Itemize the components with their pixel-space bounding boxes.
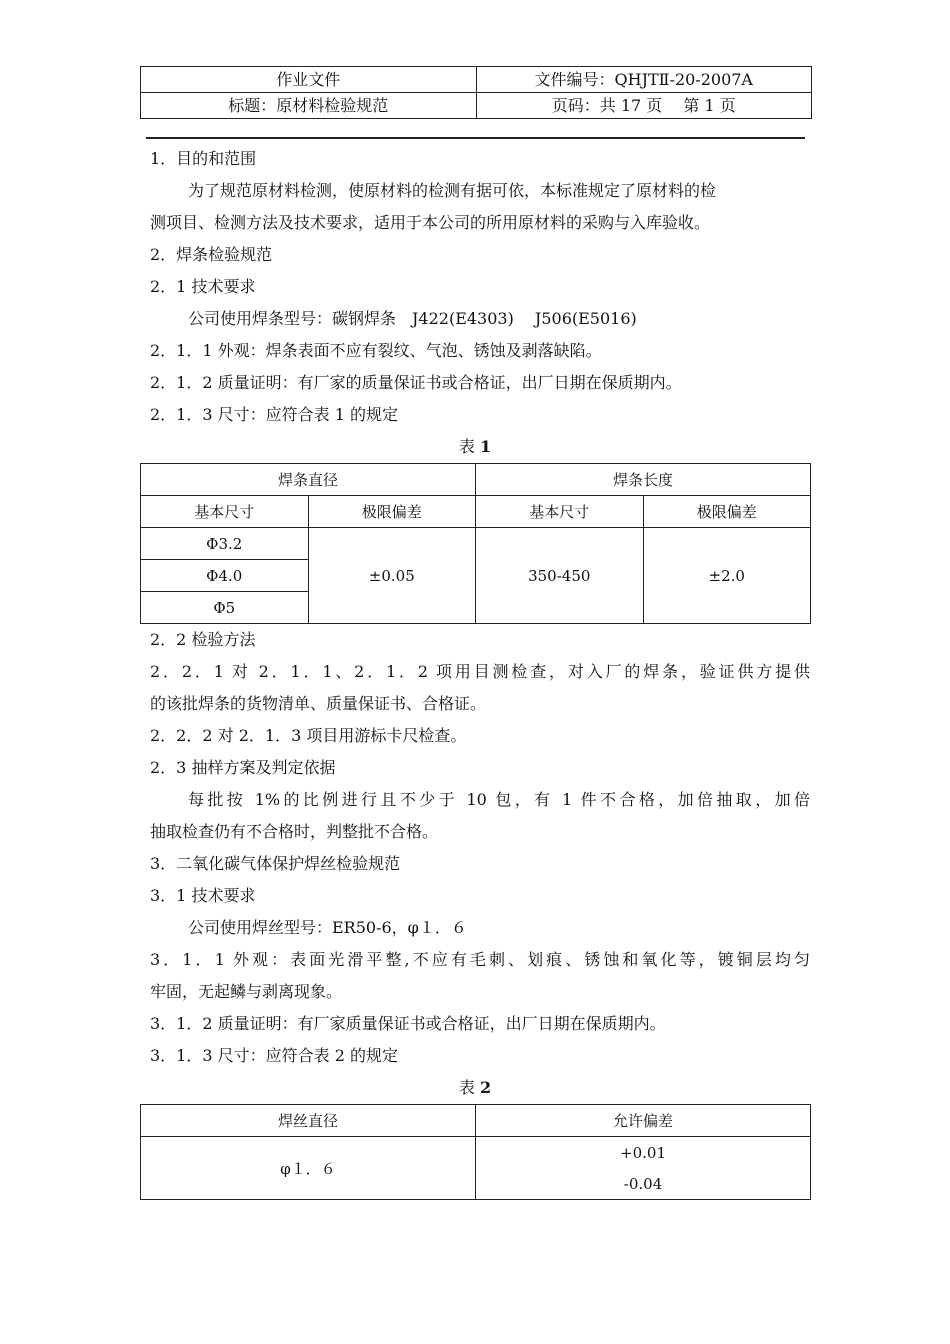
- table-2: [140, 1104, 811, 1200]
- section-1-paragraph-line-1: 为了规范原材料检测，使原材料的检测有据可依，本标准规定了原材料的检: [188, 181, 717, 200]
- table-1-group-diameter: 焊条直径: [141, 464, 476, 496]
- table-2-caption: [140, 1072, 810, 1104]
- clause-2-1-3: 2．1．3 尺寸：应符合表 1 的规定: [150, 405, 398, 424]
- table-1-diameter-cell: Φ5: [141, 592, 309, 624]
- clause-2-3-line-2: 抽取检查仍有不合格时，判整批不合格。: [150, 822, 439, 841]
- clause-2-2-1-line-2: 的该批焊条的货物清单、质量保证书、合格证。: [150, 694, 487, 713]
- table-1-col-tolerance-2: 极限偏差: [643, 496, 811, 528]
- table-1-length-tolerance: ±2.0: [643, 528, 811, 624]
- document-body: [150, 143, 810, 1200]
- doc-title: 标题：原材料检验规范: [141, 93, 477, 119]
- table-1-caption-number: 1: [479, 437, 492, 456]
- table-1-col-basic-size-1: 基本尺寸: [141, 496, 309, 528]
- table-2-col-tolerance: 允许偏差: [476, 1105, 811, 1137]
- table-2-diameter: φ１．６: [141, 1137, 476, 1200]
- table-1-caption: [140, 431, 810, 463]
- table-1: [140, 463, 811, 624]
- table-2-tolerance-lower: -0.04: [476, 1168, 811, 1200]
- clause-3-1-1-line-1: 3．1．1 外观：表面光滑平整,不应有毛刺、划痕、锈蚀和氧化等，镀铜层均匀: [150, 950, 810, 969]
- table-2-tolerance-upper: +0.01: [476, 1137, 811, 1169]
- section-3-heading: 3．二氧化碳气体保护焊丝检验规范: [150, 854, 401, 873]
- table-1-caption-prefix: 表: [458, 437, 480, 456]
- section-3-1-heading: 3．1 技术要求: [150, 886, 256, 905]
- clause-2-3-line-1: 每批按 1%的比例进行且不少于 10 包，有 1 件不合格，加倍抽取，加倍: [188, 790, 810, 809]
- table-2-caption-prefix: 表: [458, 1078, 480, 1097]
- section-2-2-heading: 2．2 检验方法: [150, 630, 256, 649]
- clause-2-1-2: 2．1．2 质量证明：有厂家的质量保证书或合格证，出厂日期在保质期内。: [150, 373, 682, 392]
- clause-2-1-1: 2．1．1 外观：焊条表面不应有裂纹、气泡、锈蚀及剥落缺陷。: [150, 341, 602, 360]
- wire-model-line: 公司使用焊丝型号：ER50-6，φ１．６: [188, 918, 467, 937]
- table-1-length-basic: 350-450: [476, 528, 644, 624]
- page-info: 页码：共 17 页 第 1 页: [476, 93, 812, 119]
- section-1-heading: 1．目的和范围: [150, 149, 257, 168]
- clause-3-1-1-line-2: 牢固，无起鳞与剥离现象。: [150, 982, 343, 1001]
- table-1-diameter-tolerance: ±0.05: [308, 528, 476, 624]
- clause-3-1-3: 3．1．3 尺寸：应符合表 2 的规定: [150, 1046, 398, 1065]
- table-1-group-length: 焊条长度: [476, 464, 811, 496]
- table-1-col-basic-size-2: 基本尺寸: [476, 496, 644, 528]
- clause-3-1-2: 3．1．2 质量证明：有厂家质量保证书或合格证，出厂日期在保质期内。: [150, 1014, 666, 1033]
- table-1-col-tolerance-1: 极限偏差: [308, 496, 476, 528]
- electrode-model-line: 公司使用焊条型号：碳钢焊条 J422(E4303) J506(E5016): [188, 309, 637, 328]
- clause-2-2-1-line-1: 2．2．1 对 2．1．1、2．1．2 项用目测检查，对入厂的焊条，验证供方提供: [150, 662, 810, 681]
- section-2-3-heading: 2．3 抽样方案及判定依据: [150, 758, 336, 777]
- document-header-table: [140, 66, 812, 119]
- clause-2-2-2: 2．2．2 对 2．1．3 项目用游标卡尺检查。: [150, 726, 467, 745]
- table-1-diameter-cell: Φ4.0: [141, 560, 309, 592]
- header-divider: [146, 137, 805, 139]
- doc-number: 文件编号：QHJTⅡ-20-2007A: [476, 67, 812, 93]
- table-2-caption-number: 2: [479, 1078, 492, 1097]
- section-1-paragraph-line-2: 测项目、检测方法及技术要求，适用于本公司的所用原材料的采购与入库验收。: [150, 213, 711, 232]
- table-1-diameter-cell: Φ3.2: [141, 528, 309, 560]
- doc-type: 作业文件: [141, 67, 477, 93]
- section-2-1-heading: 2．1 技术要求: [150, 277, 256, 296]
- table-2-col-diameter: 焊丝直径: [141, 1105, 476, 1137]
- section-2-heading: 2．焊条检验规范: [150, 245, 273, 264]
